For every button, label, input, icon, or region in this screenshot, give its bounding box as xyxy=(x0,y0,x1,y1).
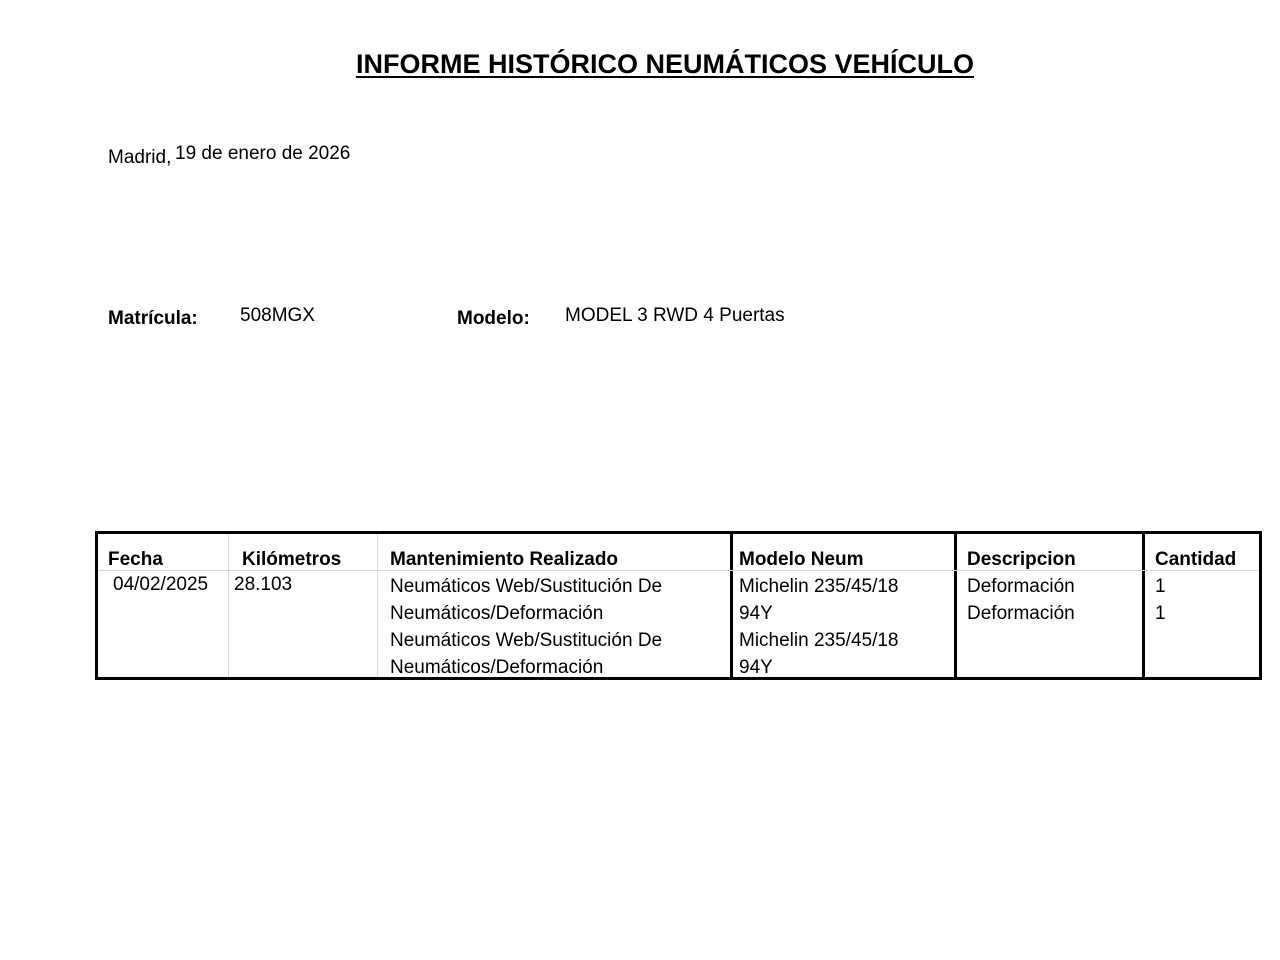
maintenance-line: Neumáticos/Deformación xyxy=(390,657,604,678)
plate-label: Matrícula: xyxy=(108,308,198,329)
header-descripcion: Descripcion xyxy=(967,549,1076,570)
quantity-line: 1 xyxy=(1155,576,1166,597)
cell-cantidad xyxy=(1155,573,1166,627)
tire-history-table xyxy=(95,531,1262,680)
tire-model-line: Michelin 235/45/18 xyxy=(739,576,899,597)
description-line: Deformación xyxy=(967,603,1075,624)
header-modelo-neum: Modelo Neum xyxy=(739,549,864,570)
header-cantidad: Cantidad xyxy=(1155,549,1237,570)
header-fecha: Fecha xyxy=(108,549,163,570)
tire-model-line: 94Y xyxy=(739,657,773,678)
plate-value: 508MGX xyxy=(240,305,315,326)
cell-modelo-neum xyxy=(739,573,899,681)
tire-model-line: Michelin 235/45/18 xyxy=(739,630,899,651)
quantity-line: 1 xyxy=(1155,603,1166,624)
report-title: INFORME HISTÓRICO NEUMÁTICOS VEHÍCULO xyxy=(355,49,974,79)
model-value: MODEL 3 RWD 4 Puertas xyxy=(565,305,785,326)
column-divider xyxy=(954,534,957,677)
tire-model-line: 94Y xyxy=(739,603,773,624)
column-divider xyxy=(377,534,378,677)
description-line: Deformación xyxy=(967,576,1075,597)
column-divider xyxy=(1142,534,1145,677)
maintenance-line: Neumáticos Web/Sustitución De xyxy=(390,630,663,651)
maintenance-line: Neumáticos Web/Sustitución De xyxy=(390,576,663,597)
cell-descripcion xyxy=(967,573,1075,627)
report-city: Madrid, xyxy=(108,147,172,168)
column-divider xyxy=(228,534,229,677)
header-mantenimiento: Mantenimiento Realizado xyxy=(390,549,619,570)
maintenance-line: Neumáticos/Deformación xyxy=(390,603,604,624)
cell-mantenimiento xyxy=(390,573,662,681)
header-kilometros: Kilómetros xyxy=(242,549,342,570)
cell-fecha: 04/02/2025 xyxy=(113,574,209,595)
report-date: 19 de enero de 2026 xyxy=(175,143,351,164)
model-label: Modelo: xyxy=(457,308,530,329)
cell-kilometros: 28.103 xyxy=(234,574,293,595)
column-divider xyxy=(730,534,733,677)
